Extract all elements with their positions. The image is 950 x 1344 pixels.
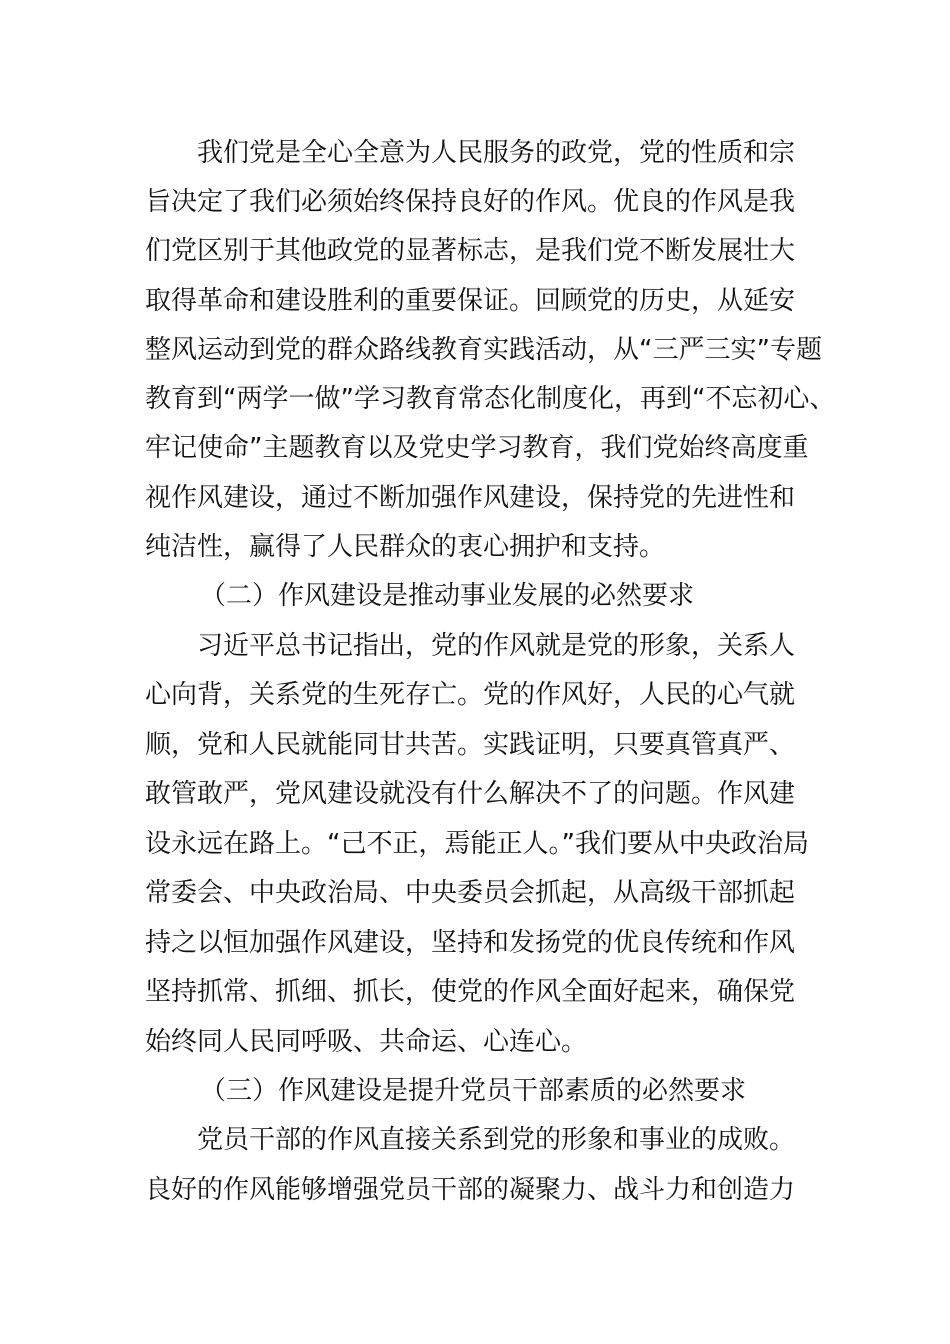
paragraph-1-line-4: 取得革命和建设胜利的重要保证。回顾党的历史，从延安 [145, 286, 796, 316]
paragraph-1-line-8: 视作风建设，通过不断加强作风建设，保持党的先进性和 [145, 483, 796, 513]
paragraph-2-line-9: 始终同人民同呼吸、共命运、心连心。 [145, 1027, 588, 1057]
paragraph-2-line-8: 坚持抓常、抓细、抓长，使党的作风全面好起来，确保党 [145, 977, 796, 1007]
paragraph-2-line-4: 敢管敢严，党风建设就没有什么解决不了的问题。作风建 [145, 779, 796, 809]
paragraph-1-line-6: 教育到“两学一做”学习教育常态化制度化，再到“不忘初心、 [145, 384, 836, 414]
paragraph-1-line-3: 们党区别于其他政党的显著标志，是我们党不断发展壮大 [145, 236, 796, 266]
paragraph-1-line-7: 牢记使命”主题教育以及党史学习教育，我们党始终高度重 [145, 433, 809, 463]
paragraph-1-line-5: 整风运动到党的群众路线教育实践活动，从“三严三实”专题 [145, 335, 822, 365]
paragraph-2-line-5: 设永远在路上。“己不正，焉能正人。”我们要从中央政治局 [145, 829, 809, 859]
section-heading-2: （二）作风建设是推动事业发展的必然要求 [200, 581, 695, 611]
paragraph-3-line-1: 党员干部的作风直接关系到党的形象和事业的成败。 [197, 1125, 796, 1155]
paragraph-2-line-3: 顺，党和人民就能同甘共苦。实践证明，只要真管真严、 [145, 730, 796, 760]
paragraph-2-line-1: 习近平总书记指出，党的作风就是党的形象，关系人 [197, 631, 796, 661]
paragraph-1-line-1: 我们党是全心全意为人民服务的政党，党的性质和宗 [197, 138, 796, 168]
paragraph-1-line-9: 纯洁性，赢得了人民群众的衷心拥护和支持。 [145, 532, 666, 562]
section-heading-3: （三）作风建设是提升党员干部素质的必然要求 [200, 1076, 747, 1106]
paragraph-2-line-6: 常委会、中央政治局、中央委员会抓起，从高级干部抓起 [145, 878, 796, 908]
paragraph-2-line-7: 持之以恒加强作风建设，坚持和发扬党的优良传统和作风 [145, 928, 796, 958]
paragraph-3-line-2: 良好的作风能够增强党员干部的凝聚力、战斗力和创造力 [145, 1175, 796, 1205]
paragraph-1-line-2: 旨决定了我们必须始终保持良好的作风。优良的作风是我 [145, 187, 796, 217]
paragraph-2-line-2: 心向背，关系党的生死存亡。党的作风好，人民的心气就 [145, 680, 796, 710]
